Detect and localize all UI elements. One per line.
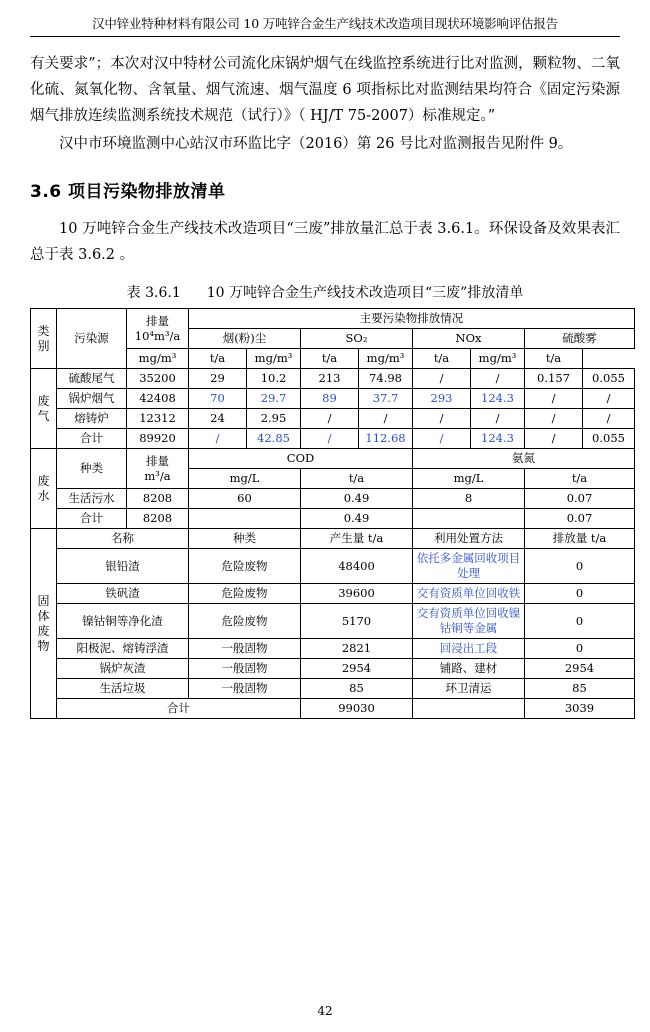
- cell-ww-discharge: 8208: [127, 509, 189, 529]
- cell-sw-discharge: 0: [525, 549, 635, 584]
- header-unit-nox-t: t/a: [413, 349, 471, 369]
- paragraph-1: 有关要求”；本次对汉中特材公司流化床锅炉烟气在线监控系统进行比对监测，颗粒物、二氧化硫、氮氧化物、含氧量、烟气流速、烟气温度 6 项指标比对监测结果均符合《固定污染源烟气排放连续监测系统技术规范（试行）》（ HJ/T 75-2007）标准规定。”: [30, 56, 620, 124]
- cell-so2-c: /: [301, 429, 359, 449]
- cell-source: 锅炉烟气: [57, 389, 127, 409]
- cell-ww-discharge: 8208: [127, 489, 189, 509]
- cell-nh-c: 8: [413, 489, 525, 509]
- cell-sw-amount: 99030: [301, 699, 413, 719]
- cell-dust-c: 70: [189, 389, 247, 409]
- cell-nox-c: /: [413, 369, 471, 389]
- row-label-waste-water-text: 废水: [37, 473, 50, 503]
- cell-dust-t: 10.2: [247, 369, 301, 389]
- header-unit-acid-c: mg/m³: [471, 349, 525, 369]
- cell-source-total: 合计: [57, 429, 127, 449]
- header-nox: NOx: [413, 329, 525, 349]
- header-ww-discharge: [127, 449, 189, 489]
- cell-acid-t: 0.055: [583, 429, 635, 449]
- cell-acid-t: /: [583, 409, 635, 429]
- header-ww-kind: 种类: [57, 449, 127, 489]
- table-row: [31, 389, 635, 409]
- emissions-table: [30, 308, 635, 719]
- cell-sw-discharge: 0: [525, 604, 635, 639]
- table-caption: [30, 282, 620, 302]
- cell-sw-discharge: 85: [525, 679, 635, 699]
- header-cod: COD: [189, 449, 413, 469]
- cell-so2-c: 89: [301, 389, 359, 409]
- header-ww-discharge-text: 排量: [146, 453, 169, 468]
- cell-sw-amount: 5170: [301, 604, 413, 639]
- header-acid-mist: 硫酸雾: [525, 329, 635, 349]
- cell-sw-method: 依托多金属回收项目处理: [413, 549, 525, 584]
- header-ammonia: 氨氮: [413, 449, 635, 469]
- header-cod-unit-ta: t/a: [301, 469, 413, 489]
- cell-sw-name: 锅炉灰渣: [57, 659, 189, 679]
- header-sw-amount: 产生量 t/a: [301, 529, 413, 549]
- table-row: [31, 584, 635, 604]
- cell-sw-method: 回浸出工段: [413, 639, 525, 659]
- cell-dust-t: 42.85: [247, 429, 301, 449]
- header-sw-name: 名称: [57, 529, 189, 549]
- header-sw-discharge: 排放量 t/a: [525, 529, 635, 549]
- row-label-waste-water: [31, 449, 57, 529]
- cell-sw-kind: 危险废物: [189, 549, 301, 584]
- cell-sw-name: 镍钴铜等净化渣: [57, 604, 189, 639]
- cell-sw-discharge: 3039: [525, 699, 635, 719]
- cell-dust-c: 24: [189, 409, 247, 429]
- header-unit-so2-t: t/a: [301, 349, 359, 369]
- header-nh-unit-ta: t/a: [525, 469, 635, 489]
- table-row: [31, 679, 635, 699]
- table-row: [31, 549, 635, 584]
- table-caption-label: 表 3.6.1: [126, 285, 181, 301]
- cell-sw-amount: 48400: [301, 549, 413, 584]
- header-so2: SO₂: [301, 329, 413, 349]
- cell-nox-t: /: [471, 369, 525, 389]
- cell-sw-kind: 一般固物: [189, 659, 301, 679]
- section-title-text: 项目污染物排放清单: [68, 182, 226, 202]
- cell-sw-discharge: 0: [525, 584, 635, 604]
- cell-so2-t: 112.68: [359, 429, 413, 449]
- cell-sw-method: [413, 699, 525, 719]
- cell-discharge: 12312: [127, 409, 189, 429]
- cell-nh-c: [413, 509, 525, 529]
- cell-acid-c: 0.157: [525, 369, 583, 389]
- cell-nh-t: 0.07: [525, 509, 635, 529]
- row-label-solid-waste: [31, 529, 57, 719]
- row-label-waste-gas-text: 废气: [37, 393, 50, 423]
- cell-cod-t: 0.49: [301, 489, 413, 509]
- cell-sw-method: 环卫清运: [413, 679, 525, 699]
- header-sw-method: 利用处置方法: [413, 529, 525, 549]
- cell-sw-kind: 危险废物: [189, 604, 301, 639]
- intro-paragraph: 10 万吨锌合金生产线技术改造项目“三废”排放量汇总于表 3.6.1。环保设备及效果表汇总于表 3.6.2 。: [30, 221, 620, 263]
- cell-sw-method: 交有资质单位回收镍钴铜等金属: [413, 604, 525, 639]
- cell-sw-method: 铺路、建材: [413, 659, 525, 679]
- header-sw-kind: 种类: [189, 529, 301, 549]
- cell-sw-name: 银铅渣: [57, 549, 189, 584]
- table-row: [31, 449, 635, 469]
- cell-source: 硫酸尾气: [57, 369, 127, 389]
- cell-discharge: 35200: [127, 369, 189, 389]
- section-number: 3.6: [30, 182, 62, 202]
- header-unit-dust-t: t/a: [189, 349, 247, 369]
- cell-sw-method: 交有资质单位回收铁: [413, 584, 525, 604]
- cell-cod-c: [189, 509, 301, 529]
- cell-dust-c: /: [189, 429, 247, 449]
- table-row: [31, 409, 635, 429]
- cell-sw-amount: 39600: [301, 584, 413, 604]
- cell-ww-kind: 生活污水: [57, 489, 127, 509]
- header-discharge-text: 排量: [146, 313, 169, 328]
- cell-dust-t: 29.7: [247, 389, 301, 409]
- cell-so2-t: 74.98: [359, 369, 413, 389]
- cell-acid-t: 0.055: [583, 369, 635, 389]
- header-unit-dust-c: mg/m³: [127, 349, 189, 369]
- header-nh-unit: mg/L: [413, 469, 525, 489]
- cell-discharge: 42408: [127, 389, 189, 409]
- cell-so2-t: 37.7: [359, 389, 413, 409]
- cell-acid-t: /: [583, 389, 635, 409]
- table-row: [31, 489, 635, 509]
- table-row: [31, 639, 635, 659]
- section-heading: [30, 177, 620, 202]
- table-row: [31, 604, 635, 639]
- cell-dust-t: 2.95: [247, 409, 301, 429]
- header-dust: 烟(粉)尘: [189, 329, 301, 349]
- header-discharge: [127, 309, 189, 349]
- header-unit-so2-c: mg/m³: [247, 349, 301, 369]
- header-ww-discharge-unit: m³/a: [144, 468, 171, 483]
- cell-sw-discharge: 2954: [525, 659, 635, 679]
- table-row: [31, 509, 635, 529]
- cell-nox-c: /: [413, 409, 471, 429]
- cell-sw-name: 生活垃圾: [57, 679, 189, 699]
- table-row: [31, 429, 635, 449]
- row-label-solid-waste-text: 固体废物: [37, 593, 50, 653]
- cell-discharge: 89920: [127, 429, 189, 449]
- row-label-waste-gas: [31, 369, 57, 449]
- cell-acid-c: /: [525, 409, 583, 429]
- paragraph-2: 汉中市环境监测中心站汉市环监比字（2016）第 26 号比对监测报告见附件 9。: [59, 136, 573, 152]
- cell-sw-amount: 2821: [301, 639, 413, 659]
- cell-sw-name: 阳极泥、熔铸浮渣: [57, 639, 189, 659]
- header-unit-nox-c: mg/m³: [359, 349, 413, 369]
- cell-acid-c: /: [525, 429, 583, 449]
- header-cod-unit: mg/L: [189, 469, 301, 489]
- cell-sw-kind: 一般固物: [189, 639, 301, 659]
- table-caption-text: 10 万吨锌合金生产线技术改造项目“三废”排放清单: [206, 285, 524, 301]
- header-category: [31, 309, 57, 369]
- cell-nox-c: /: [413, 429, 471, 449]
- cell-so2-c: 213: [301, 369, 359, 389]
- header-source: 污染源: [57, 309, 127, 369]
- header-divider: [30, 36, 620, 37]
- table-row: [31, 309, 635, 329]
- page-header: 汉中锌业特种材料有限公司 10 万吨锌合金生产线技术改造项目现状环境影响评估报告: [92, 16, 558, 31]
- cell-nox-c: 293: [413, 389, 471, 409]
- cell-cod-t: 0.49: [301, 509, 413, 529]
- header-category-text: 类别: [37, 323, 50, 353]
- cell-source: 熔铸炉: [57, 409, 127, 429]
- cell-sw-amount: 85: [301, 679, 413, 699]
- cell-ww-kind-total: 合计: [57, 509, 127, 529]
- table-row: [31, 369, 635, 389]
- cell-sw-discharge: 0: [525, 639, 635, 659]
- cell-so2-t: /: [359, 409, 413, 429]
- cell-nh-t: 0.07: [525, 489, 635, 509]
- cell-dust-c: 29: [189, 369, 247, 389]
- cell-sw-kind: 一般固物: [189, 679, 301, 699]
- cell-nox-t: 124.3: [471, 389, 525, 409]
- cell-cod-c: 60: [189, 489, 301, 509]
- cell-nox-t: /: [471, 409, 525, 429]
- cell-acid-c: /: [525, 389, 583, 409]
- header-discharge-unit: 10⁴m³/a: [134, 328, 181, 343]
- page-number: 42: [317, 1004, 333, 1018]
- cell-sw-kind: 危险废物: [189, 584, 301, 604]
- header-unit-acid-t: t/a: [525, 349, 583, 369]
- cell-so2-c: /: [301, 409, 359, 429]
- cell-sw-name-total: 合计: [57, 699, 301, 719]
- cell-sw-amount: 2954: [301, 659, 413, 679]
- table-row: [31, 529, 635, 549]
- table-row: [31, 699, 635, 719]
- cell-sw-name: 铁矾渣: [57, 584, 189, 604]
- table-row: [31, 659, 635, 679]
- cell-nox-t: 124.3: [471, 429, 525, 449]
- header-main-pollutants: 主要污染物排放情况: [189, 309, 635, 329]
